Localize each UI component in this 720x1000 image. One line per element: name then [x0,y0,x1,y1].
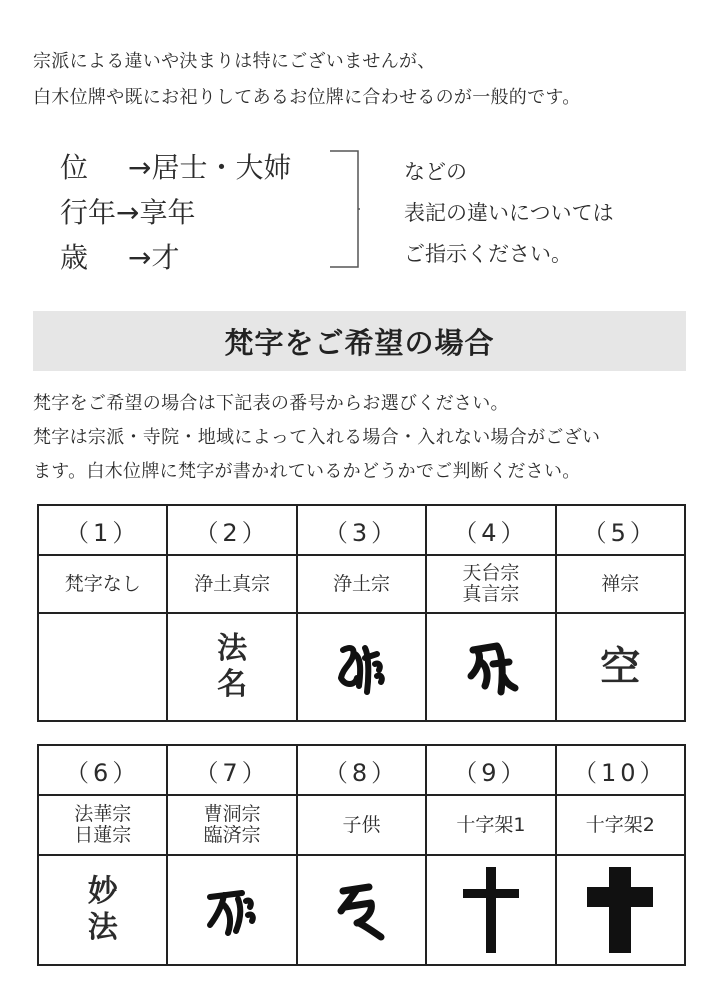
rule-row [60,145,291,190]
mark-cell [426,613,555,721]
instruction-line: ます。白木位牌に梵字が書かれているかどうかでご判断ください。 [33,461,581,482]
sect-name [426,795,555,855]
mark-cell-text [167,613,296,721]
option-number: （8） [297,745,426,795]
sanskrit-a-icon [463,636,519,698]
sect-name-line: 浄土宗 [332,572,390,595]
sect-name-line: 曹洞宗 [203,803,261,825]
sanskrit-icon [202,881,262,939]
sect-name-line: 臨済宗 [203,824,261,846]
intro-text [33,44,581,116]
sect-name [297,795,426,855]
mark-cell-empty [38,613,167,721]
option-number: （1） [38,505,167,555]
sect-name [556,795,685,855]
mark-cell [297,613,426,721]
sect-name [167,555,296,613]
mark-text-char: 法 [217,631,248,666]
intro-line-1: 宗派による違いや決まりは特にございませんが、 [33,51,436,72]
rule-row [60,190,291,235]
sect-name [426,555,555,613]
option-number: （7） [167,745,296,795]
mark-row [38,855,685,965]
number-row [38,745,685,795]
rule-value: →才 [128,241,180,274]
bonji-table-1 [37,504,686,722]
sect-name-line: 日蓮宗 [74,824,132,846]
mark-row [38,613,685,721]
number-row [38,505,685,555]
sect-name-line: 禅宗 [601,572,640,595]
brace-note [404,152,614,275]
brace-note-line: などの [404,160,467,184]
option-number: （2） [167,505,296,555]
sect-name-line: 天台宗 [462,562,520,584]
instruction-line: 梵字をご希望の場合は下記表の番号からお選びください。 [33,393,509,414]
sect-name-line: 子供 [342,813,381,836]
option-number: （5） [556,505,685,555]
brace-note-line: 表記の違いについては [404,201,614,225]
mark-text-char: 妙 [87,874,118,909]
sect-name-line: 十字架2 [585,813,655,836]
sanskrit-a-icon [331,636,391,698]
instructions [33,387,600,489]
option-number: （10） [556,745,685,795]
mark-text-char: 法 [87,910,118,945]
bold-cross-icon [585,865,655,955]
option-number: （4） [426,505,555,555]
mark-text-char: 名 [217,667,248,702]
sect-name [38,795,167,855]
bonji-table-2 [37,744,686,966]
mark-cell [167,855,296,965]
sect-name [167,795,296,855]
sect-name [38,555,167,613]
bracket-icon [330,150,360,268]
rule-row [60,235,291,280]
sect-name-line: 浄土真宗 [194,572,271,595]
mark-text-char: 空 [600,644,641,690]
rule-key: 行年 [60,196,117,229]
rule-value: →居士・大姉 [128,151,292,184]
mark-cell-text [556,613,685,721]
notation-rules [60,145,291,280]
sect-row [38,795,685,855]
intro-line-2: 白木位牌や既にお祀りしてあるお位牌に合わせるのが一般的です。 [33,87,581,108]
sect-name [556,555,685,613]
option-number: （9） [426,745,555,795]
sect-name [297,555,426,613]
mark-cell [297,855,426,965]
rule-key: 位 [60,151,89,184]
thin-cross-icon [461,865,521,955]
instruction-line: 梵字は宗派・寺院・地域によって入れる場合・入れない場合がござい [33,427,601,448]
rule-value: →享年 [116,196,196,229]
sanskrit-icon [333,877,389,943]
sect-name-line: 梵字なし [64,572,141,595]
sect-name-line: 法華宗 [74,803,132,825]
section-header [33,311,686,371]
brace-note-line: ご指示ください。 [404,242,572,266]
mark-cell-text [38,855,167,965]
section-title: 梵字をご希望の場合 [224,325,495,360]
sect-name-line: 真言宗 [462,583,520,605]
mark-cell [426,855,555,965]
mark-cell [556,855,685,965]
option-number: （6） [38,745,167,795]
sect-name-line: 十字架1 [456,813,526,836]
option-number: （3） [297,505,426,555]
sect-row [38,555,685,613]
rule-key: 歳 [60,241,89,274]
